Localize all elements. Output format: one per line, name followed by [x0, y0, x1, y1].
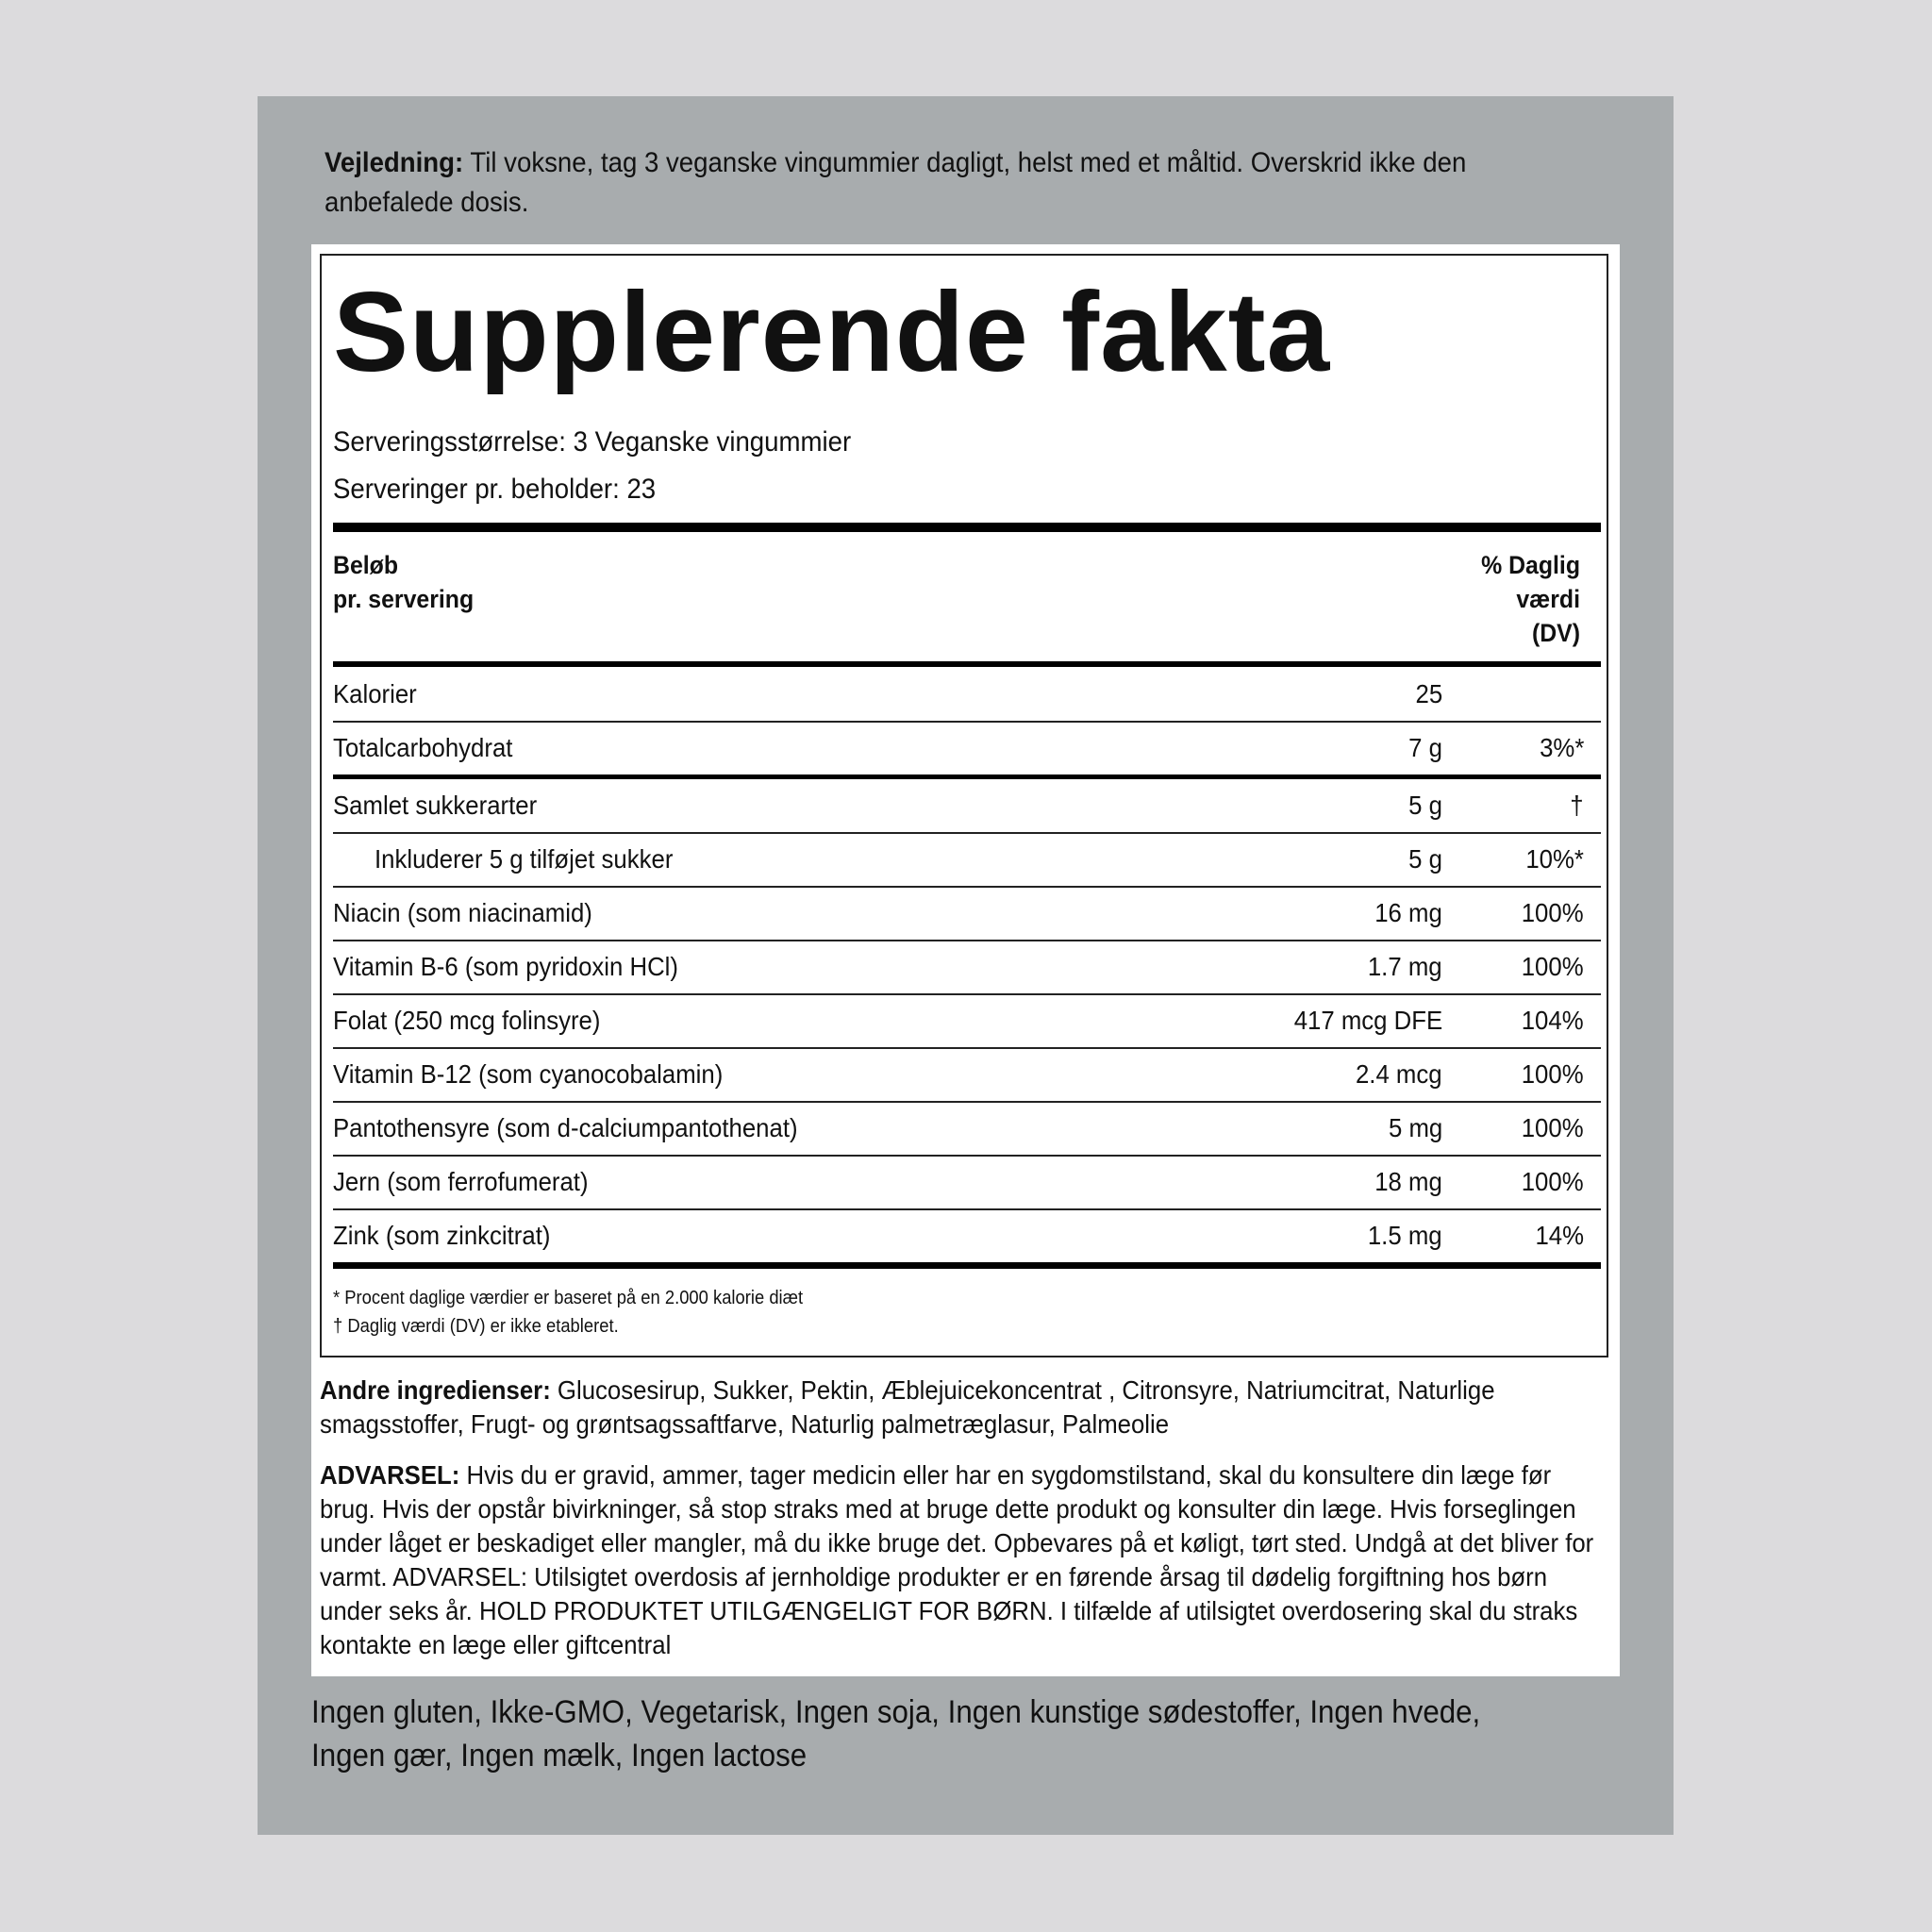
dv-header-line: % Daglig [1481, 551, 1580, 579]
nutrient-amount: 5 g [1408, 791, 1442, 820]
amount-header-line: Beløb [333, 551, 399, 579]
nutrient-amount: 7 g [1408, 733, 1442, 762]
ingredients-label: Andre ingredienser: [320, 1375, 551, 1405]
nutrient-name: Samlet sukkerarter [333, 791, 538, 820]
nutrient-name: Totalcarbohydrat [333, 733, 513, 762]
nutrient-row [333, 833, 1601, 886]
nutrient-amount: 417 mcg DFE [1293, 1006, 1442, 1035]
nutrient-row [333, 722, 1601, 774]
nutrient-dv: 100% [1522, 1167, 1584, 1196]
nutrient-row [333, 994, 1601, 1047]
dv-header-line: værdi [1516, 585, 1580, 613]
nutrient-row [333, 1209, 1601, 1262]
dv-header [1481, 548, 1580, 650]
nutrient-name: Kalorier [333, 679, 417, 708]
nutrient-dv: 100% [1522, 1113, 1584, 1142]
nutrient-name: Niacin (som niacinamid) [333, 898, 592, 927]
nutrient-amount: 18 mg [1374, 1167, 1442, 1196]
nutrient-name: Folat (250 mcg folinsyre) [333, 1006, 601, 1035]
nutrient-dv: 10%* [1525, 844, 1584, 874]
nutrient-amount: 25 [1415, 679, 1442, 708]
nutrient-dv: 100% [1522, 952, 1584, 981]
nutrient-amount: 5 mg [1388, 1113, 1442, 1142]
nutrient-amount: 16 mg [1374, 898, 1442, 927]
nutrient-name: Pantothensyre (som d-calciumpantothenat) [333, 1113, 798, 1142]
amount-header [333, 548, 474, 616]
nutrient-amount: 2.4 mcg [1356, 1059, 1442, 1089]
nutrient-row [333, 941, 1601, 993]
directions-label: Vejledning: [325, 147, 464, 178]
serving-size: Serveringsstørrelse: 3 Veganske vingummier [333, 426, 852, 458]
amount-header-line: pr. servering [333, 585, 475, 613]
footnote-dv: * Procent daglige værdier er baseret på en 2.000 kalorie diæt [333, 1288, 804, 1308]
nutrient-amount: 1.7 mg [1368, 952, 1442, 981]
nutrient-row [333, 1156, 1601, 1208]
ingredients-body: Glucosesirup, Sukker, Pektin, Æblejuicekoncentrat , Citronsyre, Natriumcitrat, Naturlige smagsstoffer, Frugt- og grøntsagssaftfarve, Naturlig palmetræglasur, Palmeolie [320, 1375, 1495, 1439]
footnote-not-established: † Daglig værdi (DV) er ikke etableret. [333, 1316, 619, 1337]
nutrient-name: Zink (som zinkcitrat) [333, 1221, 551, 1250]
nutrient-row [333, 1102, 1601, 1155]
warning-text [320, 1458, 1605, 1662]
other-ingredients [320, 1374, 1605, 1441]
nutrient-name: Vitamin B-6 (som pyridoxin HCl) [333, 952, 678, 981]
facts-title: Supplerende fakta [333, 269, 1331, 395]
nutrient-amount: 5 g [1408, 844, 1442, 874]
nutrient-dv: 100% [1522, 1059, 1584, 1089]
nutrient-amount: 1.5 mg [1368, 1221, 1442, 1250]
warning-body: Hvis du er gravid, ammer, tager medicin eller har en sygdomstilstand, skal du konsultere din læge før brug. Hvis der opstår bivirkninger, så stop straks med at bruge dette produkt og konsulter din læge. Hvis forseglingen under låget er beskadiget eller mangler, må du ikke bruge det. Opbevares på et køligt, tørt sted. Undgå at det bliver for varmt. ADVARSEL: Utilsigtet overdosis af jernholdige produkter er en førende årsag til dødelig forgiftning hos børn under seks år. HOLD PRODUKTET UTILGÆNGELIGT FOR BØRN. I tilfælde af utilsigtet overdosering skal du straks kontakte en læge eller giftcentral [320, 1460, 1594, 1659]
nutrient-name: Vitamin B-12 (som cyanocobalamin) [333, 1059, 724, 1089]
supplement-facts-box [320, 254, 1608, 1357]
nutrient-dv: 100% [1522, 898, 1584, 927]
thick-divider [333, 1262, 1601, 1269]
nutrient-name: Jern (som ferrofumerat) [333, 1167, 589, 1196]
nutrient-row [333, 779, 1601, 832]
nutrient-dv: 3%* [1539, 733, 1584, 762]
header-divider [333, 661, 1601, 667]
product-claims: Ingen gluten, Ikke-GMO, Vegetarisk, Ingen soja, Ingen kunstige sødestoffer, Ingen hvede, Ingen gær, Ingen mælk, Ingen lactose [311, 1694, 1481, 1774]
nutrient-row [333, 887, 1601, 940]
warning-label: ADVARSEL: [320, 1460, 460, 1490]
nutrient-dv: † [1570, 791, 1584, 820]
nutrient-dv: 14% [1535, 1221, 1584, 1250]
nutrient-dv: 104% [1522, 1006, 1584, 1035]
dv-header-line: (DV) [1531, 619, 1580, 647]
nutrient-name: Inkluderer 5 g tilføjet sukker [375, 844, 674, 874]
directions-text [325, 143, 1479, 223]
thick-divider [333, 523, 1601, 532]
directions-body: Til voksne, tag 3 veganske vingummier dagligt, helst med et måltid. Overskrid ikke den anbefalede dosis. [325, 147, 1467, 218]
servings-per-container: Serveringer pr. beholder: 23 [333, 474, 657, 505]
nutrient-row [333, 668, 1601, 721]
nutrient-row [333, 1048, 1601, 1101]
